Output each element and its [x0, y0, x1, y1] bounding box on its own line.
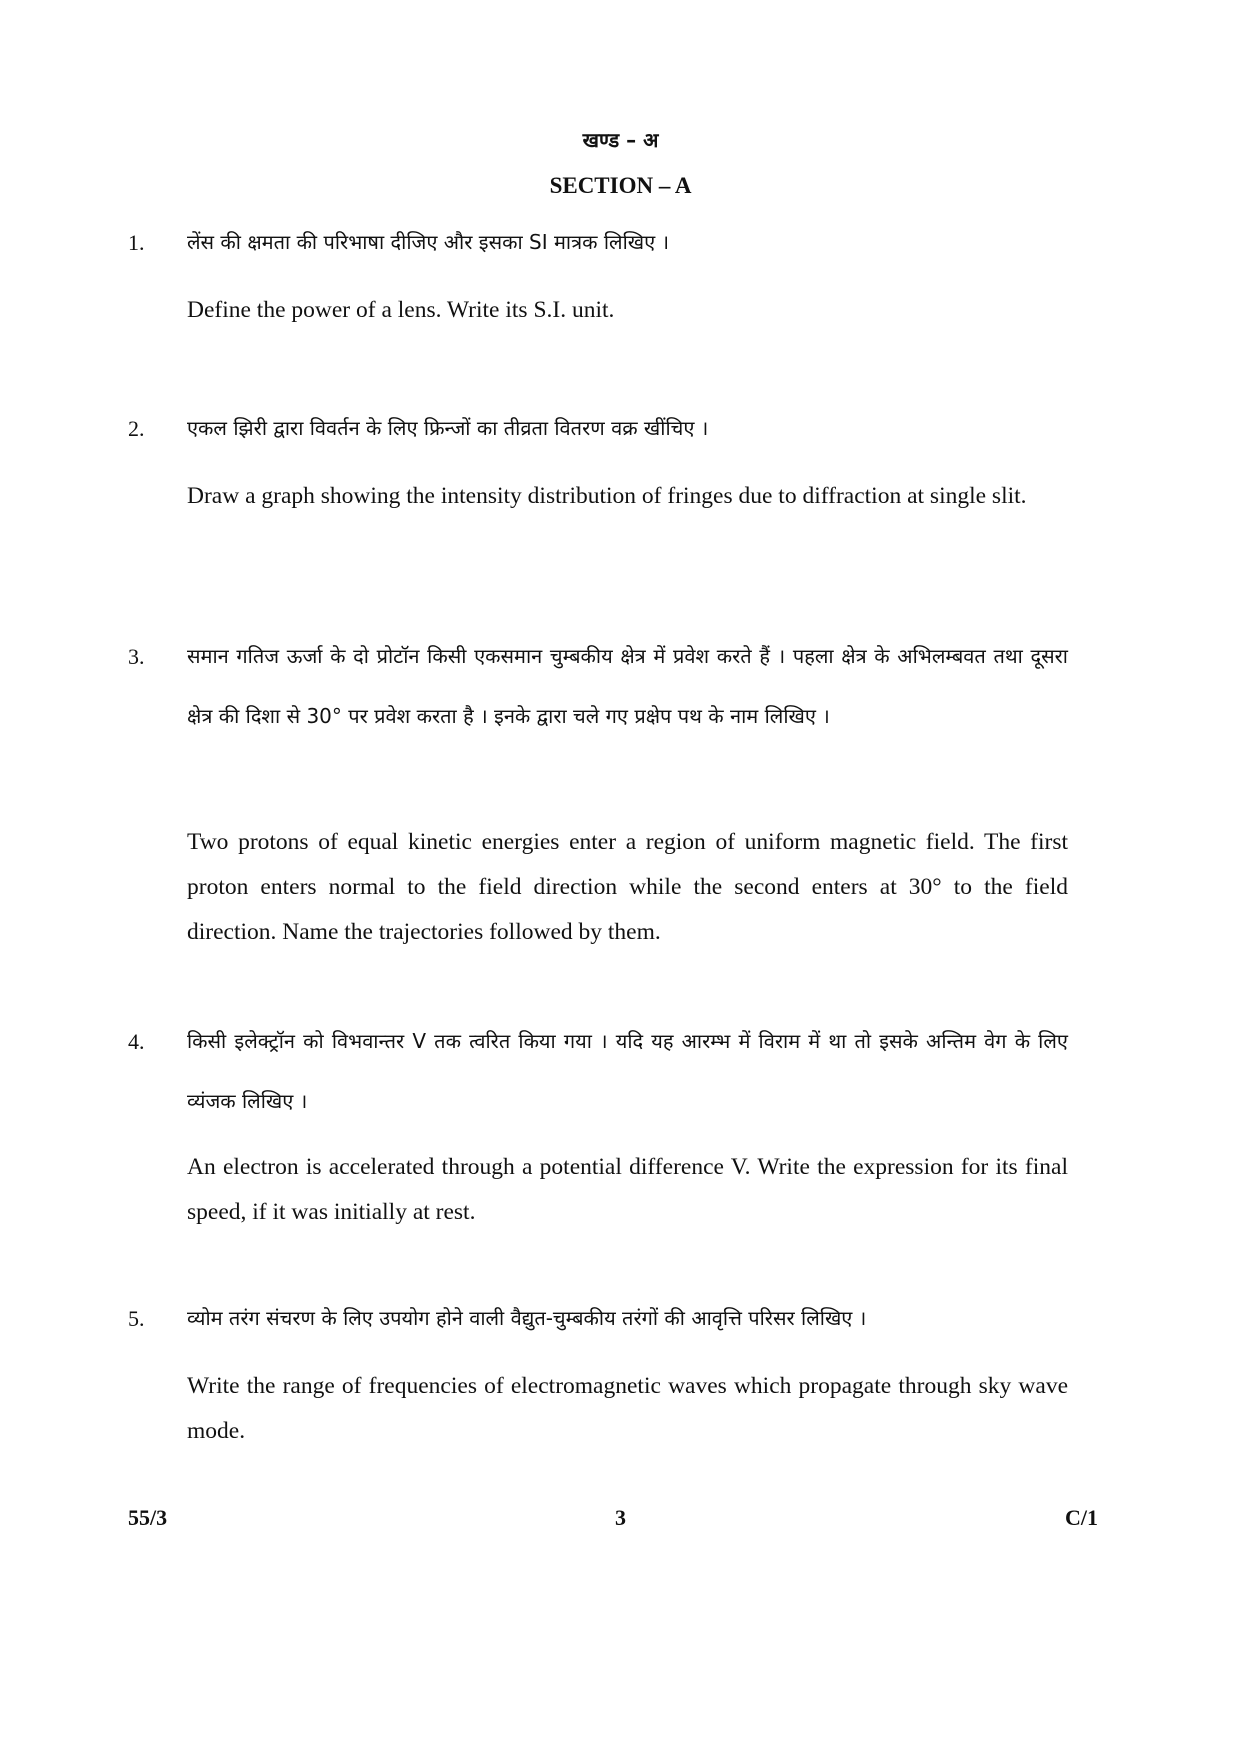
question-number: 4. [128, 1029, 145, 1054]
question-text-hindi: व्योम तरंग संचरण के लिए उपयोग होने वाली वैद्युत-चुम्बकीय तरंगों की आवृत्ति परिसर लिखिए । [187, 1306, 867, 1330]
question-text-english: Define the power of a lens. Write its S.I. unit. [187, 297, 615, 323]
question-text-hindi: लेंस की क्षमता की परिभाषा दीजिए और इसका SI मात्रक लिखिए । [187, 230, 670, 254]
question-number: 1. [128, 230, 145, 255]
question-number: 3. [128, 644, 145, 669]
question-text-hindi: किसी इलेक्ट्रॉन को विभवान्तर V तक त्वरित किया गया । यदि यह आरम्भ में विराम में था तो इसके अन्तिम वेग के लिए व्यंजक लिखिए । [187, 1029, 1068, 1113]
footer-page-number: 3 [615, 1505, 626, 1530]
question-text-english: An electron is accelerated through a potential difference V. Write the expression for its final speed, if it was initially at rest. [187, 1154, 1068, 1225]
footer-set-code: C/1 [1065, 1505, 1098, 1530]
question-text-english: Two protons of equal kinetic energies enter a region of uniform magnetic field. The first proton enters normal to the field direction while the second enters at 30° to the field direction. Name the trajectories followed by them. [187, 829, 1068, 945]
section-title-hindi: खण्ड – अ [582, 128, 659, 152]
question-number: 5. [128, 1306, 145, 1331]
question-text-hindi: एकल झिरी द्वारा विवर्तन के लिए फ्रिन्जों का तीव्रता वितरण वक्र खींचिए । [187, 416, 709, 440]
question-number: 2. [128, 416, 145, 441]
section-title-english: SECTION – A [549, 173, 692, 198]
question-text-english: Write the range of frequencies of electromagnetic waves which propagate through sky wave mode. [187, 1373, 1068, 1444]
question-text-english: Draw a graph showing the intensity distribution of fringes due to diffraction at single slit. [187, 483, 1027, 509]
question-text-hindi: समान गतिज ऊर्जा के दो प्रोटॉन किसी एकसमान चुम्बकीय क्षेत्र में प्रवेश करते हैं । पहला क्षेत्र के अभिलम्बवत तथा दूसरा क्षेत्र की दिशा से 30° पर प्रवेश करता है । इनके द्वारा चले गए प्रक्षेप पथ के नाम लिखिए । [187, 644, 1068, 728]
footer-paper-code: 55/3 [128, 1505, 168, 1530]
